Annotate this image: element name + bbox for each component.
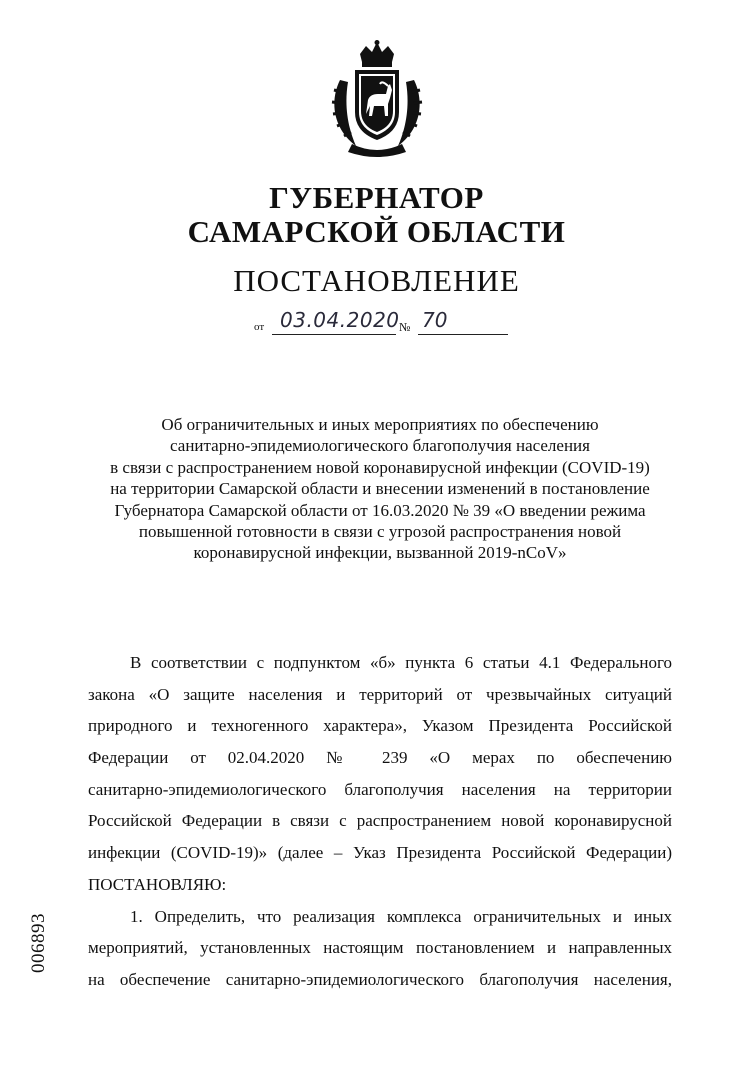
decree-body <box>88 647 672 996</box>
document-type: ПОСТАНОВЛЕНИЕ <box>233 263 520 298</box>
heading-line: санитарно-эпидемиологического благополучия населения <box>170 436 590 456</box>
date-prefix: от <box>254 321 265 333</box>
number-underline <box>418 334 508 335</box>
date-underline <box>272 334 396 335</box>
heading-line: Губернатора Самарской области от 16.03.2020 № 39 «О введении режима <box>114 500 646 520</box>
decree-heading <box>60 414 700 564</box>
heading-line: в связи с распространением новой коронавирусной инфекции (COVID-19) <box>110 457 650 477</box>
heading-line: Об ограничительных и иных мероприятиях по обеспечению <box>161 415 599 434</box>
dateline <box>254 308 514 338</box>
body-line: природного и техногенного характера», Указом Президента Российской <box>88 716 672 736</box>
body-line: 1. Определить, что реализация комплекса ограничительных и иных <box>130 906 672 926</box>
body-line: мероприятий, установленных настоящим постановлением и направленных <box>88 938 672 958</box>
registration-number: 006893 <box>28 913 49 973</box>
region-title: САМАРСКОЙ ОБЛАСТИ <box>187 214 566 249</box>
body-line: инфекции (COVID-19)» (далее – Указ Президента Российской Федерации) <box>88 843 672 863</box>
body-line: санитарно-эпидемиологического благополучия населения на территории <box>88 779 672 799</box>
heading-line: коронавирусной инфекции, вызванной 2019-nCoV» <box>193 543 567 563</box>
resolution-word: ПОСТАНОВЛЯЮ: <box>88 874 227 894</box>
heading-line: на территории Самарской области и внесении изменений в постановление <box>110 479 650 499</box>
handwritten-date: 03.04.2020 <box>280 308 400 332</box>
governor-title: ГУБЕРНАТОР <box>269 180 484 215</box>
body-line: на обеспечение санитарно-эпидемиологического благополучия населения, <box>88 969 672 989</box>
body-line: закона «О защите населения и территорий от чрезвычайных ситуаций <box>88 684 672 704</box>
body-line: В соответствии с подпунктом «б» пункта 6 статьи 4.1 Федерального <box>130 653 672 672</box>
number-sign: № <box>399 320 411 334</box>
body-line: Федерации от 02.04.2020 № 239 «О мерах по обеспечению <box>88 748 672 768</box>
samara-coat-of-arms-icon <box>322 40 432 158</box>
body-line: Российской Федерации в связи с распространением новой коронавирусной <box>88 811 672 831</box>
handwritten-number: 70 <box>422 308 448 332</box>
heading-line: повышенной готовности в связи с угрозой распространения новой <box>138 522 622 542</box>
